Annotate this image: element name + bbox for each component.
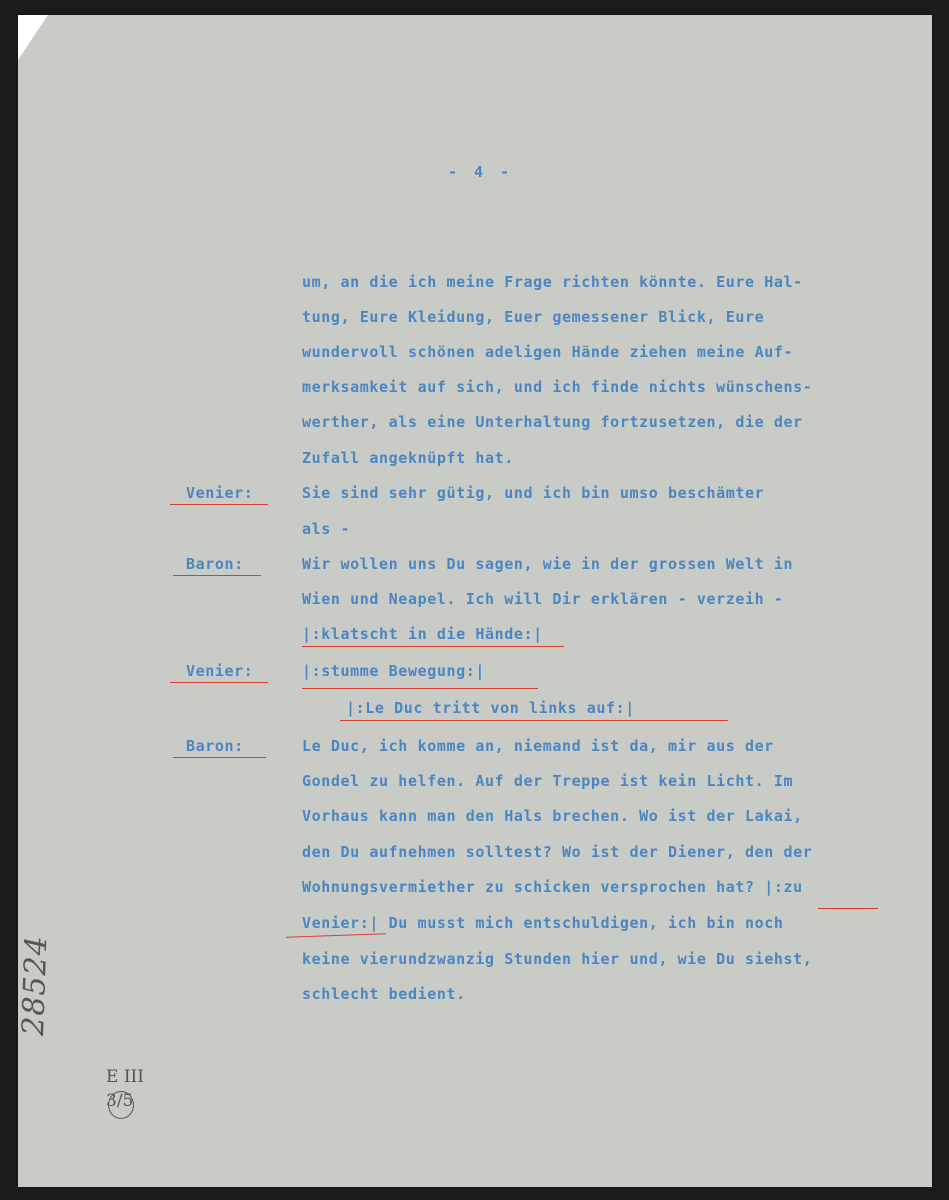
stage-direction: |:Le Duc tritt von links auf:| — [346, 699, 635, 717]
speaker-baron: Baron: — [186, 737, 244, 755]
text-line: merksamkeit auf sich, und ich finde nichts wünschens- — [302, 378, 813, 396]
stage-direction-underline — [302, 646, 564, 647]
text-line: schlecht bedient. — [302, 985, 466, 1003]
speaker-underline — [173, 757, 266, 758]
folded-corner — [18, 15, 48, 60]
text-line: Gondel zu helfen. Auf der Treppe ist kein Licht. Im — [302, 772, 794, 790]
text-line: werther, als eine Unterhaltung fortzusetzen, die der — [302, 413, 803, 431]
speaker-underline — [173, 575, 261, 576]
text-line: Wien und Neapel. Ich will Dir erklären - verzeih - — [302, 590, 784, 608]
archive-number: 28524 — [16, 934, 55, 1037]
text-line: keine vierundzwanzig Stunden hier und, wie Du siehst, — [302, 950, 813, 968]
speaker-baron: Baron: — [186, 555, 244, 573]
speaker-venier: Venier: — [186, 662, 254, 680]
text-line: Sie sind sehr gütig, und ich bin umso beschämter — [302, 484, 765, 502]
text-line: Vorhaus kann man den Hals brechen. Wo ist der Lakai, — [302, 807, 803, 825]
archive-mark-top: E III — [106, 1067, 144, 1087]
text-line: den Du aufnehmen solltest? Wo ist der Diener, den der — [302, 843, 813, 861]
stage-direction-underline — [340, 720, 728, 721]
archive-mark-bottom: 3/5 — [106, 1091, 134, 1111]
text-line: Le Duc, ich komme an, niemand ist da, mir aus der — [302, 737, 774, 755]
text-line: tung, Eure Kleidung, Euer gemessener Blick, Eure — [302, 308, 765, 326]
stage-direction: |:stumme Bewegung:| — [302, 662, 485, 680]
text-line: Venier:| Du musst mich entschuldigen, ich bin noch — [302, 914, 784, 932]
document-page — [18, 15, 932, 1187]
stage-direction-underline — [302, 688, 538, 689]
stage-direction-underline — [818, 908, 878, 909]
speaker-underline — [170, 504, 268, 505]
page-number: - 4 - — [448, 163, 514, 181]
speaker-underline — [170, 682, 268, 683]
speaker-venier: Venier: — [186, 484, 254, 502]
text-line: Zufall angeknüpft hat. — [302, 449, 514, 467]
stage-direction-underline — [286, 933, 386, 937]
text-line: Wir wollen uns Du sagen, wie in der grossen Welt in — [302, 555, 794, 573]
text-line: als - — [302, 520, 351, 538]
stage-direction: |:klatscht in die Hände:| — [302, 625, 543, 643]
text-line: Wohnungsvermiether zu schicken versprochen hat? |:zu — [302, 878, 803, 896]
text-line: wundervoll schönen adeligen Hände ziehen meine Auf- — [302, 343, 794, 361]
text-line: um, an die ich meine Frage richten könnte. Eure Hal- — [302, 273, 803, 291]
